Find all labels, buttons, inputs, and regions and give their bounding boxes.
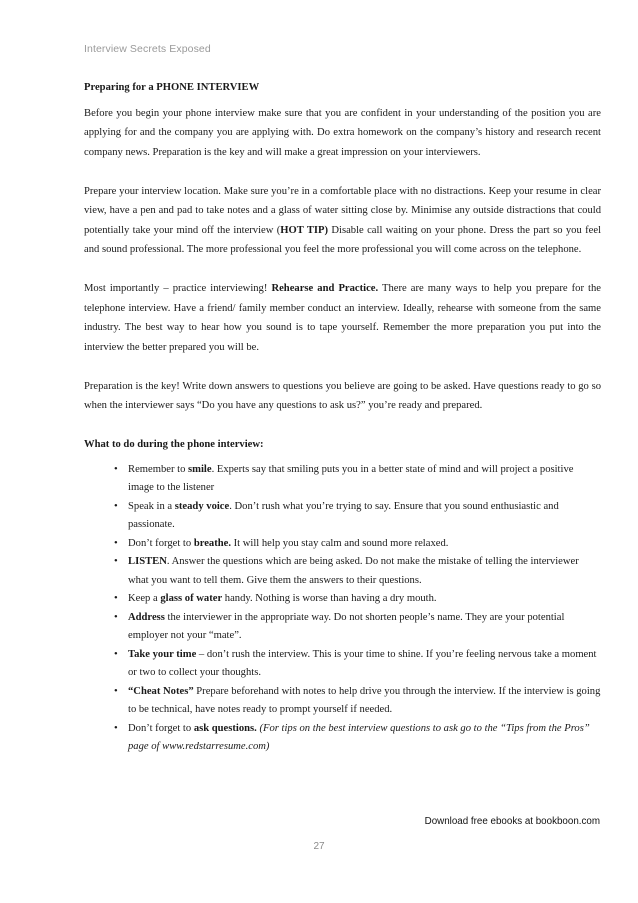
- paragraph-location-text-b: Disable call waiting on your phone. Dress the part so you feel and sound professional. The more professional you feel the more professional you will come across on the telephone.: [84, 224, 602, 255]
- list-item: • Remember to smile. Experts say that smiling puts you in a better state of mind and will project a positive image to the listener: [84, 461, 601, 498]
- download-note: Download free ebooks at bookboon.com: [424, 816, 600, 827]
- tips-reference: (For tips on the best interview questions to ask go to the “Tips from the Pros” page of www.redstarresume.com): [128, 722, 590, 752]
- paragraph-location: [84, 182, 601, 260]
- running-header: Interview Secrets Exposed: [84, 43, 211, 55]
- paragraph-practice-text-b: There are many ways to help you prepare for the telephone interview. Have a friend/ family member conduct an interview. Ideally, rehearse with someone from the same industry. The best way to hear how you sound is to tape yourself. Remember the more preparation you put into the interview the better prepared you will be.: [84, 283, 602, 353]
- tips-list: [84, 461, 601, 757]
- list-title: What to do during the phone interview:: [84, 439, 264, 450]
- paragraph-location-text-a: Prepare your interview location. Make sure you’re in a comfortable place with no distractions. Keep your resume in clear view, have a pen and pad to take notes and a glass of water sitting close by. Minimise any outside distractions that could potentially take your mind off the interview (: [84, 185, 601, 236]
- rehearse-label: Rehearse and Practice.: [271, 283, 379, 294]
- paragraph-practice: [84, 279, 601, 357]
- page-body: [84, 78, 601, 757]
- list-item: • Keep a glass of water handy. Nothing is worse than having a dry mouth.: [84, 590, 601, 609]
- hot-tip-label: HOT TIP): [280, 224, 329, 236]
- list-item: • LISTEN. Answer the questions which are being asked. Do not make the mistake of telling the interviewer what you want to tell them. Give them the answers to their questions.: [84, 553, 601, 590]
- page-number: 27: [313, 841, 325, 852]
- section-title: Preparing for a PHONE INTERVIEW: [84, 82, 260, 93]
- paragraph-practice-text-a: Most importantly – practice interviewing!: [84, 283, 272, 294]
- list-item: • Speak in a steady voice. Don’t rush what you’re trying to say. Ensure that you sound enthusiastic and passionate.: [84, 498, 601, 535]
- list-item: • “Cheat Notes” Prepare beforehand with notes to help drive you through the interview. If the interview is going to be technical, have notes ready to prompt yourself if needed.: [84, 683, 601, 720]
- paragraph-intro: Before you begin your phone interview make sure that you are confident in your understanding of the position you are applying for and the company you are applying with. Do extra homework on the company’s history and research recent company news. Preparation is the key and will make a great impression on your interviewers.: [84, 107, 601, 158]
- paragraph-preparation: Preparation is the key! Write down answers to questions you believe are going to be asked. Have questions ready to go so when the interviewer says “Do you have any questions to ask us?” you’re ready and prepared.: [84, 380, 601, 411]
- list-item: • Address the interviewer in the appropriate way. Do not shorten people’s name. They are your potential employer not your “mate”.: [84, 609, 601, 646]
- list-item: • Don’t forget to ask questions. (For tips on the best interview questions to ask go to the “Tips from the Pros” page of www.redstarresume.com): [84, 720, 601, 757]
- list-item: • Don’t forget to breathe. It will help you stay calm and sound more relaxed.: [84, 535, 601, 554]
- list-item: • Take your time – don’t rush the interview. This is your time to shine. If you’re feeling nervous take a moment or two to collect your thoughts.: [84, 646, 601, 683]
